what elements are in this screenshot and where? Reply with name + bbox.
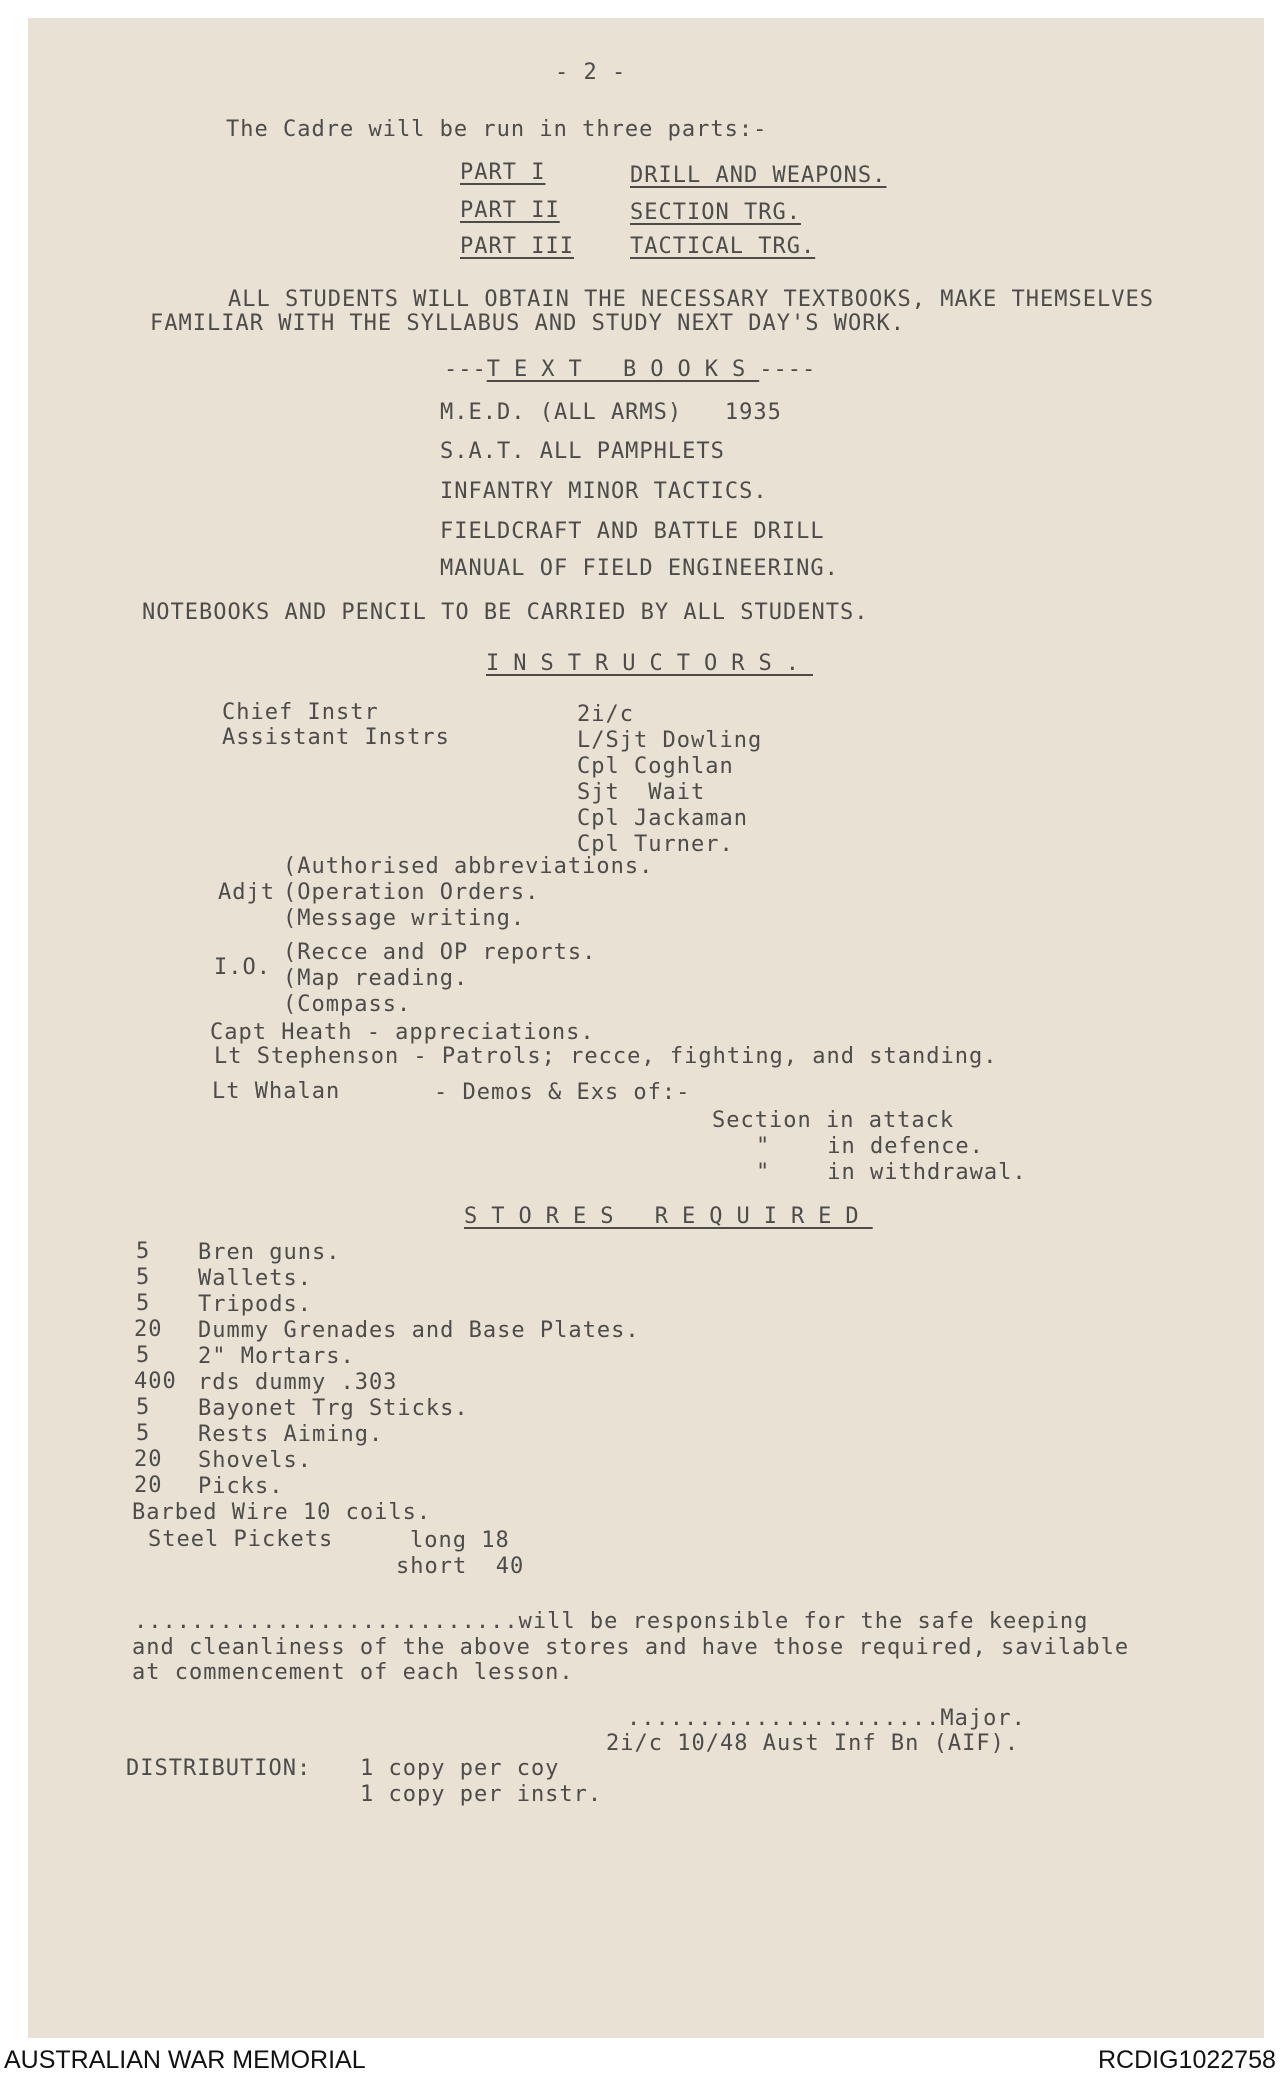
store-item: Wallets.	[198, 1266, 312, 1291]
stores-heading: STORES REQUIRED	[464, 1204, 873, 1229]
store-qty: 5	[136, 1239, 151, 1264]
io-topic: (Recce and OP reports.	[283, 940, 597, 965]
pickets-short: short 40	[396, 1554, 525, 1579]
instructor-name: Cpl Jackaman	[577, 806, 748, 831]
store-item: Tripods.	[198, 1292, 312, 1317]
footer-archive-name: AUSTRALIAN WAR MEMORIAL	[4, 2046, 366, 2074]
instructor-name: Cpl Turner.	[577, 832, 734, 857]
distribution-item: 1 copy per coy	[360, 1756, 560, 1781]
instructors-heading: INSTRUCTORS.	[486, 651, 813, 676]
assistant-instructors-label: Assistant Instrs	[222, 725, 450, 750]
pickets-long: long 18	[410, 1528, 510, 1553]
store-qty: 20	[134, 1317, 163, 1342]
store-item: rds dummy .303	[198, 1370, 398, 1395]
textbook-item: S.A.T. ALL PAMPHLETS	[440, 439, 725, 464]
store-item: Bayonet Trg Sticks.	[198, 1396, 469, 1421]
part-desc: SECTION TRG.	[630, 200, 801, 225]
store-qty: 5	[136, 1291, 151, 1316]
textbook-item: MANUAL OF FIELD ENGINEERING.	[440, 556, 839, 581]
whalan-name: Lt Whalan	[212, 1079, 341, 1104]
store-item: Picks.	[198, 1474, 284, 1499]
barbed-wire-line: Barbed Wire 10 coils.	[132, 1500, 432, 1525]
store-qty: 20	[134, 1447, 163, 1472]
intro-line: The Cadre will be run in three parts:-	[226, 117, 768, 142]
textbook-item: INFANTRY MINOR TACTICS.	[440, 479, 768, 504]
instructor-name: Sjt Wait	[577, 780, 706, 805]
part-label: PART II	[460, 198, 560, 223]
instructor-name: L/Sjt Dowling	[577, 728, 763, 753]
steel-pickets-label: Steel Pickets	[148, 1527, 334, 1552]
part-desc: TACTICAL TRG.	[630, 234, 816, 259]
notebooks-line: NOTEBOOKS AND PENCIL TO BE CARRIED BY ALL STUDENTS.	[142, 600, 869, 625]
responsibility-line-2: and cleanliness of the above stores and have those required, savilable	[132, 1635, 1130, 1660]
io-topic: (Compass.	[283, 992, 412, 1017]
stephenson-line: Lt Stephenson - Patrols; recce, fighting, and standing.	[214, 1044, 998, 1069]
chief-instructor-label: Chief Instr	[222, 700, 379, 725]
part-desc: DRILL AND WEAPONS.	[630, 163, 887, 188]
students-instruction-line-2: FAMILIAR WITH THE SYLLABUS AND STUDY NEXT DAY'S WORK.	[150, 311, 905, 336]
store-item: 2" Mortars.	[198, 1344, 355, 1369]
distribution-item: 1 copy per instr.	[360, 1782, 603, 1807]
textbook-item: M.E.D. (ALL ARMS) 1935	[440, 400, 782, 425]
store-qty: 20	[134, 1473, 163, 1498]
signature-title: 2i/c 10/48 Aust Inf Bn (AIF).	[606, 1731, 1020, 1756]
textbook-item: FIELDCRAFT AND BATTLE DRILL	[440, 519, 825, 544]
store-qty: 5	[136, 1395, 151, 1420]
page-number: - 2 -	[555, 60, 627, 85]
io-label: I.O.	[214, 955, 271, 980]
store-item: Shovels.	[198, 1448, 312, 1473]
store-item: Dummy Grenades and Base Plates.	[198, 1318, 640, 1343]
textbooks-heading: ---TEXT BOOKS----	[444, 357, 817, 382]
adjt-topic: (Authorised abbreviations.	[283, 854, 654, 879]
footer-record-id: RCDIG1022758	[1098, 2046, 1276, 2074]
whalan-item: " in defence.	[756, 1134, 984, 1159]
whalan-item: Section in attack	[712, 1108, 955, 1133]
adjt-label: Adjt	[218, 880, 275, 905]
part-label: PART I	[460, 160, 546, 185]
heath-line: Capt Heath - appreciations.	[210, 1020, 595, 1045]
instructor-name: Cpl Coghlan	[577, 754, 734, 779]
adjt-topic: (Message writing.	[283, 906, 526, 931]
store-qty: 5	[136, 1265, 151, 1290]
whalan-item: " in withdrawal.	[756, 1160, 1027, 1185]
store-qty: 5	[136, 1421, 151, 1446]
signature-line: ......................Major.	[627, 1706, 1026, 1731]
io-topic: (Map reading.	[283, 966, 469, 991]
part-label: PART III	[460, 234, 574, 259]
store-qty: 400	[134, 1369, 177, 1394]
responsibility-line-1: ...........................will be responsible for the safe keeping	[134, 1609, 1089, 1634]
responsibility-line-3: at commencement of each lesson.	[132, 1660, 574, 1685]
store-qty: 5	[136, 1343, 151, 1368]
instructor-name: 2i/c	[577, 702, 634, 727]
adjt-topic: (Operation Orders.	[283, 880, 540, 905]
store-item: Rests Aiming.	[198, 1422, 384, 1447]
store-item: Bren guns.	[198, 1240, 341, 1265]
distribution-label: DISTRIBUTION:	[126, 1756, 312, 1781]
students-instruction-line-1: ALL STUDENTS WILL OBTAIN THE NECESSARY TEXTBOOKS, MAKE THEMSELVES	[228, 287, 1154, 312]
whalan-description: - Demos & Exs of:-	[434, 1080, 691, 1105]
